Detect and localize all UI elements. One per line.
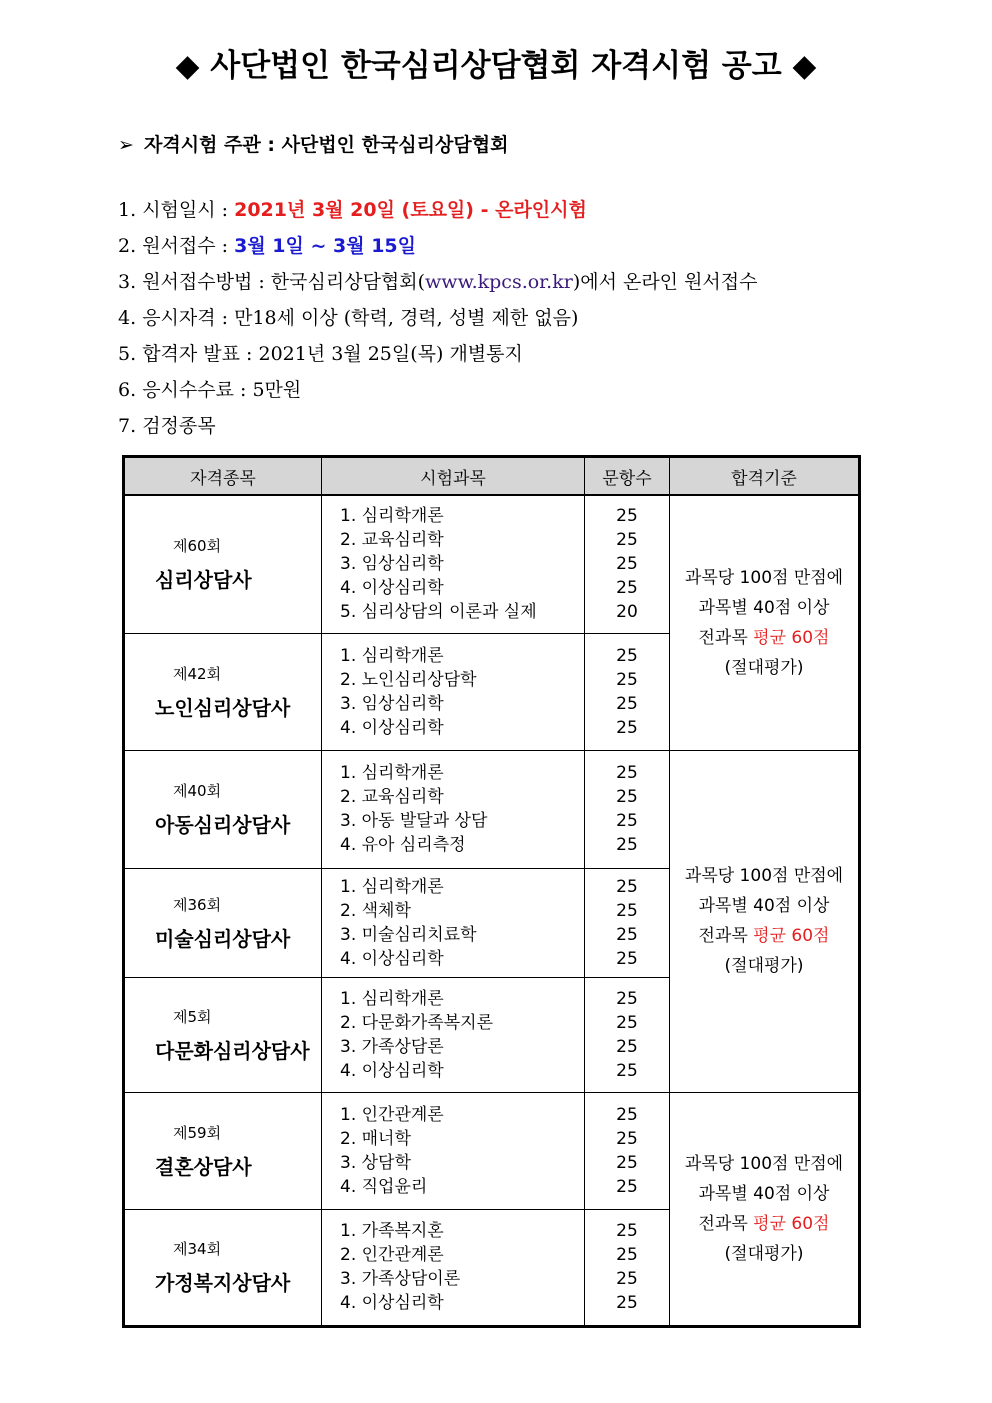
header-question-count: 문항수 [585, 457, 670, 496]
question-count-cell [585, 495, 670, 633]
exam-round: 제42회 [173, 664, 222, 683]
subjects-cell [322, 495, 585, 633]
header-subjects: 시험과목 [322, 457, 585, 496]
subject-item: 1. 인간관계론 [340, 1104, 444, 1125]
subject-list [322, 498, 584, 630]
question-count-cell [585, 868, 670, 977]
exam-round: 제34회 [173, 1240, 222, 1258]
website-link[interactable]: www.kpcs.or.kr [425, 271, 573, 293]
subject-item: 1. 심리학개론 [340, 876, 444, 897]
criteria-all-subjects: 전과목 [698, 1213, 754, 1234]
question-count: 25 [616, 988, 638, 1009]
subjects-cell [322, 868, 585, 977]
subject-item: 3. 임상심리학 [340, 693, 444, 714]
item-number: 2. [118, 235, 137, 257]
count-list [585, 498, 669, 630]
question-count: 25 [616, 1036, 638, 1057]
info-item-application-method [118, 264, 758, 300]
criteria-line: (절대평가) [724, 657, 804, 678]
criteria-line [670, 1209, 858, 1239]
certificate-cell [124, 977, 322, 1092]
criteria-average-highlight: 평균 60점 [753, 627, 830, 648]
exam-round: 제40회 [173, 782, 222, 800]
item-number: 6. [118, 379, 137, 401]
arrow-bullet-icon: ➢ [118, 134, 134, 156]
subject-item: 1. 가족복지혼 [340, 1221, 444, 1241]
subject-item: 5. 심리상담의 이론과 실제 [340, 602, 537, 623]
question-count-cell [585, 977, 670, 1092]
question-count-cell [585, 750, 670, 868]
criteria-line: 과목당 100점 만점에 [684, 1153, 844, 1174]
exam-round: 제59회 [173, 1123, 222, 1142]
certificate-name: 다문화심리상담사 [155, 1038, 310, 1063]
item-label: 원서접수 : [142, 235, 235, 257]
page-title: ◆ 사단법인 한국심리상담협회 자격시험 공고 ◆ [175, 48, 817, 84]
question-count: 25 [616, 876, 638, 897]
certificate-name: 미술심리상담사 [155, 926, 291, 951]
question-count: 25 [616, 1245, 638, 1265]
certificate-cell [124, 1209, 322, 1326]
item-label: 시험일시 : [142, 199, 235, 221]
table-body [124, 495, 860, 1326]
certificate-cell [124, 750, 322, 868]
question-count: 25 [616, 1104, 638, 1125]
count-list [585, 869, 669, 977]
criteria-line [670, 921, 858, 951]
question-count: 25 [616, 1128, 638, 1149]
criteria-line: 과목당 100점 만점에 [684, 866, 844, 886]
subject-item: 3. 상담학 [340, 1152, 411, 1173]
item-number: 1. [118, 199, 137, 221]
subject-item: 1. 심리학개론 [340, 645, 444, 666]
question-count: 25 [616, 693, 638, 714]
question-count: 25 [616, 948, 638, 969]
certificate-name: 아동심리상담사 [155, 813, 291, 837]
exam-table [122, 455, 861, 1328]
subject-list [322, 1213, 584, 1321]
item-label-suffix: )에서 온라인 원서접수 [572, 271, 758, 293]
info-item-eligibility [118, 300, 758, 336]
certificate-name: 결혼상담사 [155, 1154, 252, 1179]
item-number: 3. [118, 271, 137, 293]
header-pass-criteria: 합격기준 [670, 457, 860, 496]
item-label: 응시자격 : 만18세 이상 (학력, 경력, 성별 제한 없음) [142, 307, 579, 329]
subject-item: 2. 색체학 [340, 900, 411, 921]
subject-item: 1. 심리학개론 [340, 506, 444, 527]
organizer-line [118, 130, 508, 157]
count-list [585, 1097, 669, 1205]
question-count: 25 [616, 669, 638, 690]
question-count: 25 [616, 900, 638, 921]
question-count: 25 [616, 787, 638, 807]
criteria-line: 과목별 40점 이상 [698, 1183, 830, 1204]
certificate-name: 노인심리상담사 [155, 695, 291, 720]
question-count: 25 [616, 645, 638, 666]
question-count: 25 [616, 1012, 638, 1033]
subject-item: 3. 가족상담이론 [340, 1269, 461, 1289]
subject-list [322, 869, 584, 977]
table-row [124, 1092, 860, 1209]
criteria-average-highlight: 평균 60점 [753, 1213, 830, 1234]
exam-round: 제5회 [173, 1007, 212, 1026]
question-count: 25 [616, 1293, 638, 1313]
subject-item: 2. 교육심리학 [340, 787, 444, 807]
subject-item: 3. 임상심리학 [340, 554, 444, 575]
question-count-cell [585, 633, 670, 750]
question-count: 20 [616, 602, 638, 623]
subjects-cell [322, 1209, 585, 1326]
question-count: 25 [616, 530, 638, 551]
criteria-line: 과목별 40점 이상 [698, 597, 830, 618]
question-count-cell [585, 1209, 670, 1326]
criteria-line: 과목당 100점 만점에 [684, 567, 844, 588]
question-count: 25 [616, 924, 638, 945]
subject-list [322, 1097, 584, 1205]
criteria-all-subjects: 전과목 [698, 926, 754, 946]
criteria-line: 과목별 40점 이상 [698, 896, 830, 916]
info-item-exam-date [118, 192, 758, 228]
info-item-announcement [118, 336, 758, 372]
table-row [124, 750, 860, 868]
subject-item: 1. 심리학개론 [340, 988, 444, 1009]
question-count: 25 [616, 763, 638, 783]
certificate-cell [124, 1092, 322, 1209]
subject-item: 3. 미술심리치료학 [340, 924, 477, 945]
question-count: 25 [616, 1060, 638, 1081]
question-count: 25 [616, 1176, 638, 1197]
item-label: 응시수수료 : 5만원 [142, 379, 302, 401]
certificate-name: 가정복지상담사 [155, 1271, 291, 1295]
subject-item: 1. 심리학개론 [340, 763, 444, 783]
info-item-fee [118, 372, 758, 408]
exam-round: 제36회 [173, 895, 222, 914]
criteria-average-highlight: 평균 60점 [753, 926, 830, 946]
item-label: 검정종목 [142, 415, 216, 437]
info-item-application-period [118, 228, 758, 264]
certificate-name: 심리상담사 [155, 568, 252, 593]
question-count: 25 [616, 835, 638, 855]
subject-item: 3. 아동 발달과 상담 [340, 811, 488, 831]
question-count: 25 [616, 1269, 638, 1289]
info-list [118, 192, 758, 444]
certificate-cell [124, 633, 322, 750]
question-count: 25 [616, 554, 638, 575]
criteria-all-subjects: 전과목 [698, 627, 754, 648]
count-list [585, 981, 669, 1089]
pass-criteria-cell [670, 1092, 860, 1326]
question-count-cell [585, 1092, 670, 1209]
certificate-cell [124, 868, 322, 977]
count-list [585, 638, 669, 746]
subject-item: 2. 다문화가족복지론 [340, 1012, 493, 1033]
criteria-line [670, 623, 858, 653]
subject-item: 2. 인간관계론 [340, 1245, 444, 1265]
question-count: 25 [616, 811, 638, 831]
subject-item: 4. 유아 심리측정 [340, 835, 466, 855]
criteria-line: (절대평가) [724, 1243, 804, 1264]
header-certificate: 자격종목 [124, 457, 322, 496]
application-period-value: 3월 1일 ~ 3월 15일 [234, 235, 416, 257]
subject-list [322, 981, 584, 1089]
question-count: 25 [616, 506, 638, 527]
pass-criteria-cell [670, 750, 860, 1092]
organizer-text: 자격시험 주관 : 사단법인 한국심리상담협회 [144, 134, 509, 156]
subject-item: 4. 이상심리학 [340, 1293, 444, 1313]
certificate-cell [124, 495, 322, 633]
criteria-line: (절대평가) [724, 956, 804, 976]
question-count: 25 [616, 1152, 638, 1173]
question-count: 25 [616, 578, 638, 599]
subjects-cell [322, 750, 585, 868]
item-number: 4. [118, 307, 137, 329]
item-number: 7. [118, 415, 137, 437]
item-label: 원서접수방법 : 한국심리상담협회( [142, 271, 426, 293]
subject-item: 2. 노인심리상담학 [340, 669, 477, 690]
subject-item: 4. 이상심리학 [340, 1060, 444, 1081]
subject-item: 3. 가족상담론 [340, 1036, 444, 1057]
subjects-cell [322, 977, 585, 1092]
subject-item: 4. 이상심리학 [340, 578, 444, 599]
pass-criteria-cell [670, 495, 860, 750]
subject-item: 4. 이상심리학 [340, 717, 444, 738]
table-header-row [124, 457, 860, 496]
subjects-cell [322, 633, 585, 750]
subject-list [322, 638, 584, 746]
subject-item: 2. 교육심리학 [340, 530, 444, 551]
subjects-cell [322, 1092, 585, 1209]
exam-round: 제60회 [173, 537, 222, 556]
subject-item: 4. 이상심리학 [340, 948, 444, 969]
subject-item: 4. 직업윤리 [340, 1176, 428, 1197]
info-item-categories [118, 408, 758, 444]
table-row [124, 495, 860, 633]
count-list [585, 755, 669, 863]
question-count: 25 [616, 1221, 638, 1241]
exam-date-value: 2021년 3월 20일 (토요일) - 온라인시험 [234, 199, 587, 221]
subject-item: 2. 매너학 [340, 1128, 411, 1149]
count-list [585, 1213, 669, 1321]
question-count: 25 [616, 717, 638, 738]
item-label: 합격자 발표 : 2021년 3월 25일(목) 개별통지 [142, 343, 523, 365]
item-number: 5. [118, 343, 137, 365]
subject-list [322, 755, 584, 863]
